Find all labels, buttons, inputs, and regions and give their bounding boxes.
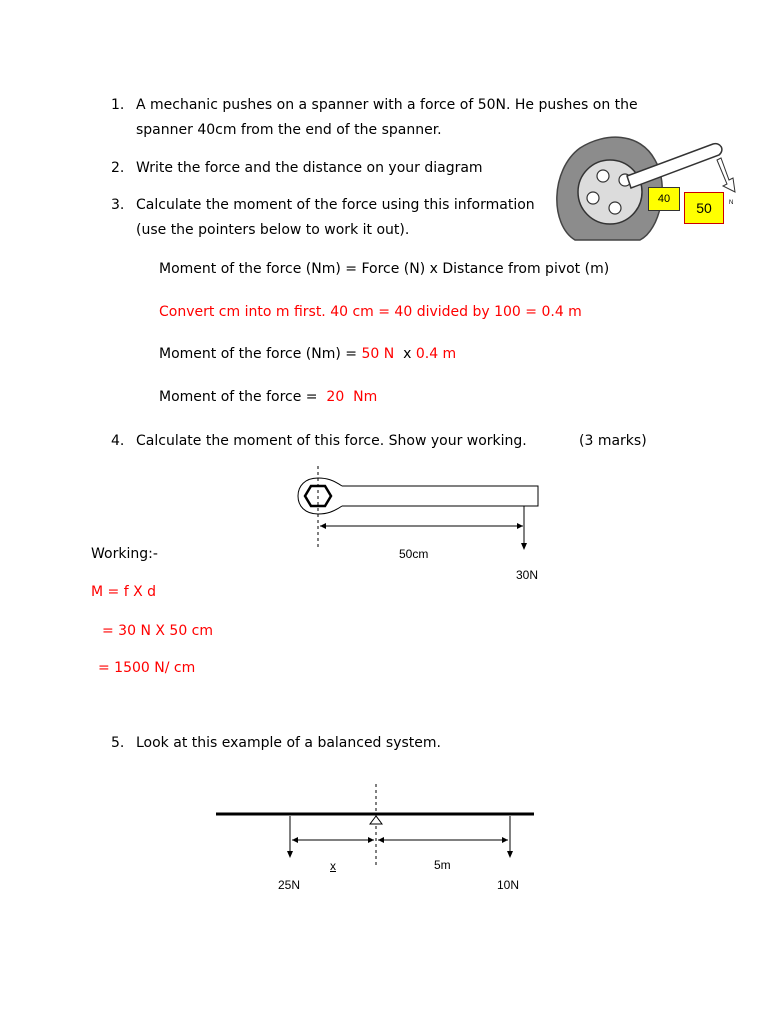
wheel-hub (578, 160, 642, 224)
q5-right-distance-label: 5m (434, 858, 451, 872)
q5-left-distance-label: x (330, 859, 336, 873)
wheel-nut (587, 192, 599, 204)
working-label: Working:- (91, 546, 158, 562)
q4-force-label: 30N (516, 568, 539, 582)
spanner-distance-label: 40 (648, 187, 680, 211)
left-force-arrowhead (287, 851, 293, 858)
q5-right-force-label: 10N (497, 878, 520, 892)
q3-convert-note: Convert cm into m first. 40 cm = 40 divided by 100 = 0.4 m (159, 304, 582, 320)
spanner-outline (342, 486, 538, 506)
balance-diagram (214, 782, 544, 872)
q4-marks: (3 marks) (579, 433, 647, 449)
left-distance-arrowhead-b (368, 837, 374, 843)
right-distance-arrowhead-b (502, 837, 508, 843)
working-line2: = 30 N X 50 cm (102, 623, 214, 639)
q3-text-line1: Calculate the moment of the force using this information (136, 197, 535, 213)
distance-arrowhead-left (320, 523, 326, 529)
q4-number: 4. (111, 433, 125, 449)
q3-bullet2-distance: 0.4 m (415, 346, 457, 362)
q2-number: 2. (111, 160, 125, 176)
q4-text: Calculate the moment of this force. Show your working. (136, 433, 527, 449)
q3-bullet1: Moment of the force (Nm) = Force (N) x Distance from pivot (m) (159, 261, 610, 277)
q1-text-line1: A mechanic pushes on a spanner with a force of 50N. He pushes on the (136, 97, 638, 113)
pivot-triangle (370, 816, 382, 824)
wheel-spanner-picture (545, 130, 745, 250)
wheel-nut (609, 202, 621, 214)
wheel-nut (597, 170, 609, 182)
q3-bullet2-force: 50 N (361, 346, 395, 362)
q3-bullet2-prefix: Moment of the force (Nm) = (159, 346, 362, 362)
q3-bullet3 (159, 388, 377, 406)
q3-bullet2-times: x (394, 346, 416, 362)
push-arrow (717, 158, 735, 192)
q2-text: Write the force and the distance on your diagram (136, 160, 483, 176)
q5-text: Look at this example of a balanced system. (136, 735, 441, 751)
right-force-arrowhead (507, 851, 513, 858)
working-line3: = 1500 N/ cm (98, 660, 196, 676)
q1-text-line2: spanner 40cm from the end of the spanner. (136, 122, 442, 138)
q4-distance-label: 50cm (399, 547, 429, 561)
spanner-force-label: 50 (684, 192, 724, 224)
spanner-diagram (295, 464, 555, 554)
left-distance-arrowhead-a (292, 837, 298, 843)
distance-arrowhead-right (517, 523, 523, 529)
right-distance-arrowhead-a (378, 837, 384, 843)
q3-text-line2: (use the pointers below to work it out). (136, 222, 410, 238)
q1-number: 1. (111, 97, 125, 113)
q3-number: 3. (111, 197, 125, 213)
force-arrowhead (521, 543, 527, 550)
q5-number: 5. (111, 735, 125, 751)
q3-bullet3-answer: 20 Nm (321, 389, 378, 405)
spanner-arrow-label: N (729, 200, 734, 206)
working-line1: M = f X d (91, 584, 157, 600)
q3-bullet3-prefix: Moment of the force = (159, 389, 322, 405)
q3-bullet2 (159, 345, 456, 363)
q5-left-force-label: 25N (278, 878, 301, 892)
